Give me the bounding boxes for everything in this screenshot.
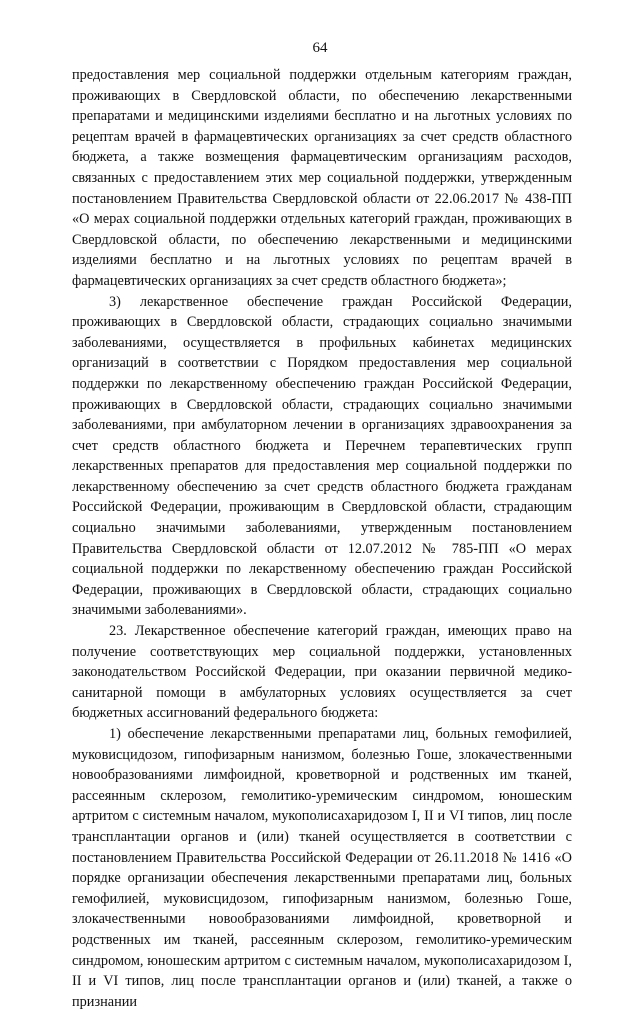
paragraph-item-3: 3) лекарственное обеспечение граждан Российской Федерации, проживающих в Свердловской области, страдающих социально значимыми заболеваниями, осуществляется в профильных кабинетах медицинских организаций в соответствии с Порядком предоставления мер социальной поддержки по лекарственному обеспечению граждан Российской Федерации, проживающих в Свердловской области, страдающих социально значимыми заболеваниями, при амбулаторном лечении в организациях здравоохранения за счет средств областного бюджета и Перечнем терапевтических групп лекарственных препаратов для предоставления мер социальной поддержки по лекарственному обеспечению за счет средств областного бюджета гражданам Российской Федерации, проживающим в Свердловской области, страдающим социально значимыми заболеваниями, утвержденным постановлением Правительства Свердловской области от 12.07.2012 № 785-ПП «О мерах социальной поддержки по лекарственному обеспечению граждан Российской Федерации, проживающих в Свердловской области, страдающих социально значимыми заболеваниями». xyxy=(72,293,572,619)
paragraph-section-23: 23. Лекарственное обеспечение категорий граждан, имеющих право на получение соответствующих мер социальной поддержки, установленных законодательством Российской Федерации, при оказании первичной медико-санитарной помощи в амбулаторных условиях осуществляется за счет бюджетных ассигнований федерального бюджета: xyxy=(72,623,572,722)
page-number: 64 xyxy=(312,40,328,56)
document-body xyxy=(72,65,572,1012)
paragraph-item-1: 1) обеспечение лекарственными препаратами лиц, больных гемофилией, муковисцидозом, гипофизарным нанизмом, болезнью Гоше, злокачественными новообразованиями лимфоидной, кроветворной и родственных им тканей, рассеянным склерозом, гемолитико-уремическим синдромом, юношеским артритом с системным началом, мукополисахаридозом I, II и VI типов, лиц после трансплантации органов и (или) тканей осуществляется в соответствии с постановлением Правительства Российской Федерации от 26.11.2018 № 1416 «О порядке организации обеспечения лекарственными препаратами лиц, больных гемофилией, муковисцидозом, гипофизарным нанизмом, болезнью Гоше, злокачественными новообразованиями лимфоидной, кроветворной и родственных им тканей, рассеянным склерозом, гемолитико-уремическим синдромом, юношеским артритом с системным началом, мукополисахаридозом I, II и VI типов, лиц после трансплантации органов и (или) тканей, а также о признании xyxy=(72,726,572,1010)
paragraph-continued: предоставления мер социальной поддержки отдельным категориям граждан, проживающих в Свердловской области, по обеспечению лекарственными препаратами и медицинскими изделиями бесплатно и на льготных условиях по рецептам врачей в фармацевтических организациях за счет средств областного бюджета, а также возмещения фармацевтическим организациям расходов, связанных с предоставлением этих мер социальной поддержки, утвержденным постановлением Правительства Свердловской области от 22.06.2017 № 438-ПП «О мерах социальной поддержки отдельных категорий граждан, проживающих в Свердловской области, по обеспечению лекарственными и медицинскими изделиями бесплатно и на льготных условиях по рецептам врачей в фармацевтических организациях за счет средств областного бюджета»; xyxy=(72,67,572,289)
